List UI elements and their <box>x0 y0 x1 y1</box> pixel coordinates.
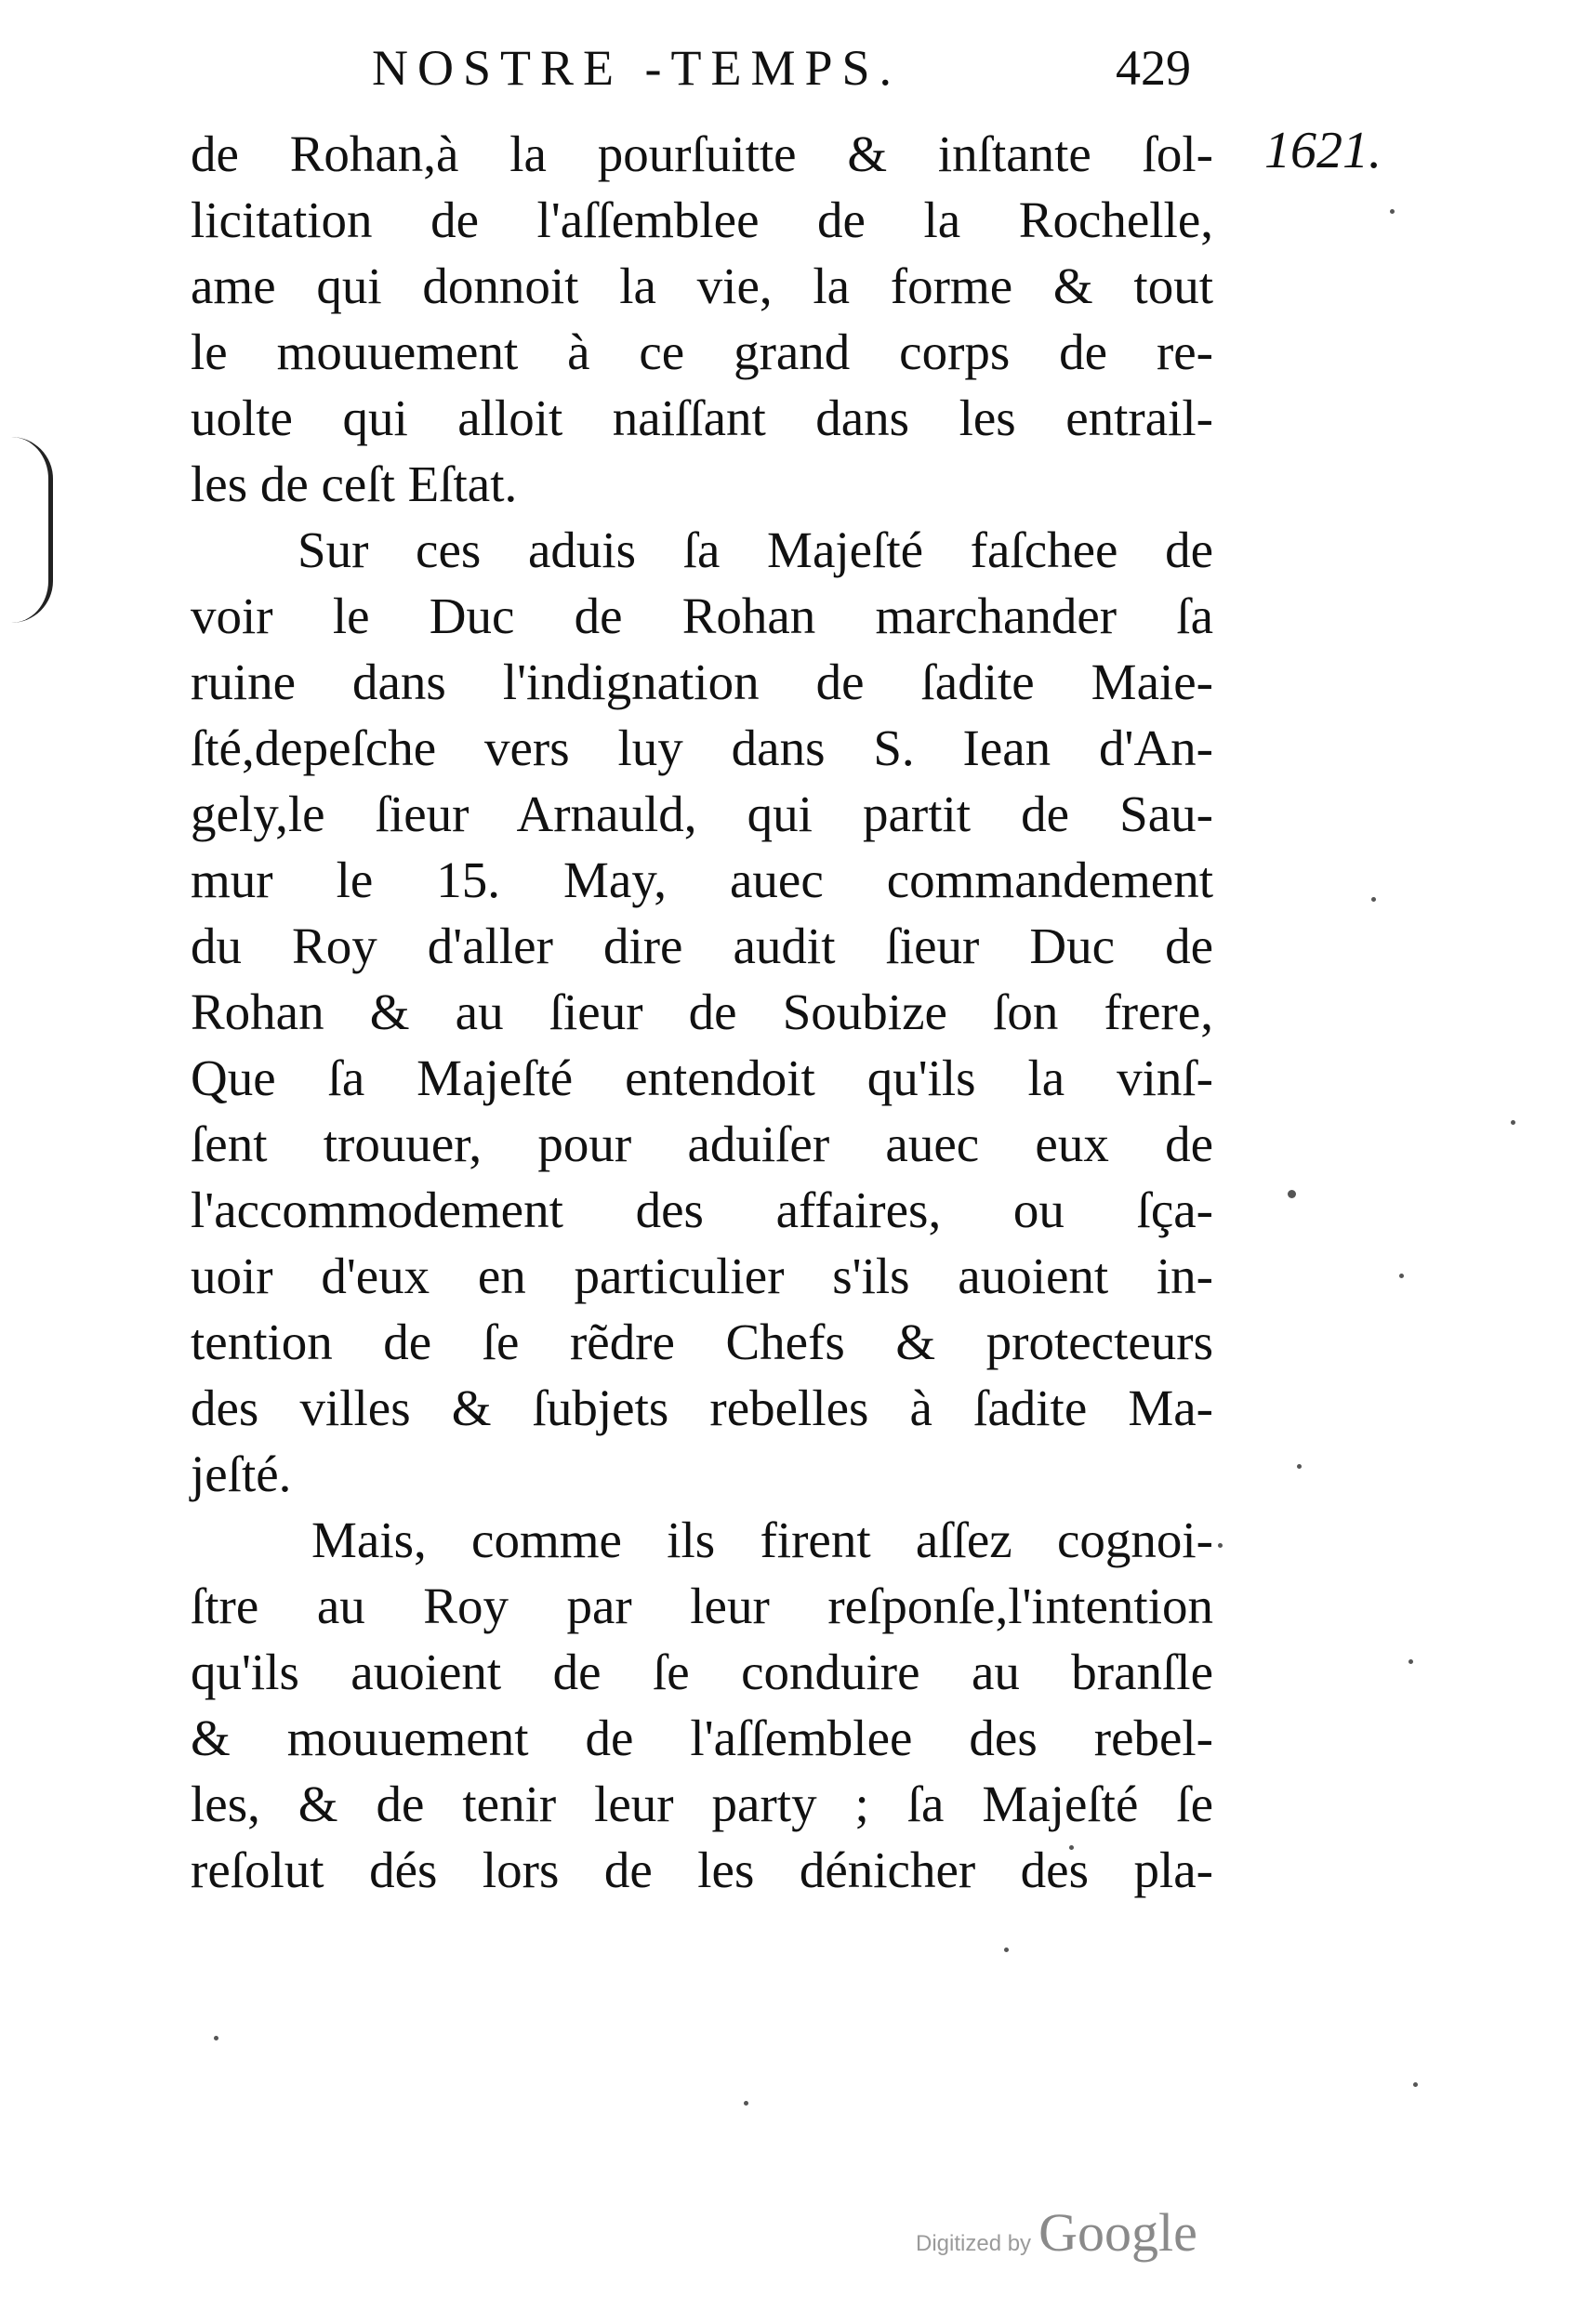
text-line: ruine dans l'indignation de ſadite Maie- <box>191 654 1213 710</box>
margin-year-note: 1621. <box>1264 122 1382 179</box>
text-line: Que ſa Majeſté entendoit qu'ils la vinſ- <box>191 1050 1213 1106</box>
page-number: 429 <box>1116 40 1191 96</box>
text-line: Rohan & au ſieur de Soubize ſon frere, <box>191 984 1213 1040</box>
text-line: l'accommodement des affaires, ou ſça- <box>191 1182 1213 1238</box>
running-head: NOSTRE -TEMPS. <box>372 40 902 96</box>
text-line: jeſté. <box>191 1446 292 1502</box>
text-line: qu'ils auoient de ſe conduire au branſle <box>191 1644 1213 1700</box>
text-line: uolte qui alloit naiſſant dans les entrail- <box>191 390 1213 446</box>
text-line: Sur ces aduis ſa Majeſté faſchee de <box>298 522 1213 578</box>
text-line: ſté,depeſche vers luy dans S. Iean d'An- <box>191 720 1213 776</box>
text-line: reſolut dés lors de les dénicher des pla- <box>191 1842 1213 1898</box>
body-text <box>191 121 1213 1903</box>
text-line: ſent trouuer, pour aduiſer auec eux de <box>191 1116 1213 1172</box>
text-line: Mais, comme ils firent aſſez cognoi- <box>311 1512 1213 1568</box>
text-line: le mouuement à ce grand corps de re- <box>191 324 1213 380</box>
text-line: tention de ſe rẽdre Chefs & protecteurs <box>191 1314 1213 1370</box>
text-line: licitation de l'aſſemblee de la Rochelle, <box>191 191 1213 248</box>
text-line: gely,le ſieur Arnauld, qui partit de Sau- <box>191 786 1213 842</box>
text-line: des villes & ſubjets rebelles à ſadite Ma- <box>191 1380 1213 1436</box>
text-line: voir le Duc de Rohan marchander ſa <box>191 588 1213 644</box>
google-logo-text: Google <box>1038 2202 1197 2263</box>
text-line: & mouuement de l'aſſemblee des rebel- <box>191 1710 1213 1766</box>
margin-bracket-mark <box>11 437 53 623</box>
text-line: du Roy d'aller dire audit ſieur Duc de <box>191 918 1213 974</box>
digitized-by-google-watermark <box>916 2201 1197 2264</box>
text-line: les de ceſt Eſtat. <box>191 456 518 512</box>
digitized-label: Digitized by <box>916 2231 1032 2256</box>
text-line: ſtre au Roy par leur reſponſe,l'intention <box>191 1578 1213 1634</box>
text-line: uoir d'eux en particulier s'ils auoient in- <box>191 1248 1213 1304</box>
text-line: ame qui donnoit la vie, la forme & tout <box>191 257 1213 314</box>
text-line: de Rohan,à la pourſuitte & inſtante ſol- <box>191 125 1213 182</box>
text-line: les, & de tenir leur party ; ſa Majeſté ſe <box>191 1776 1213 1832</box>
text-line: mur le 15. May, auec commandement <box>191 852 1213 908</box>
